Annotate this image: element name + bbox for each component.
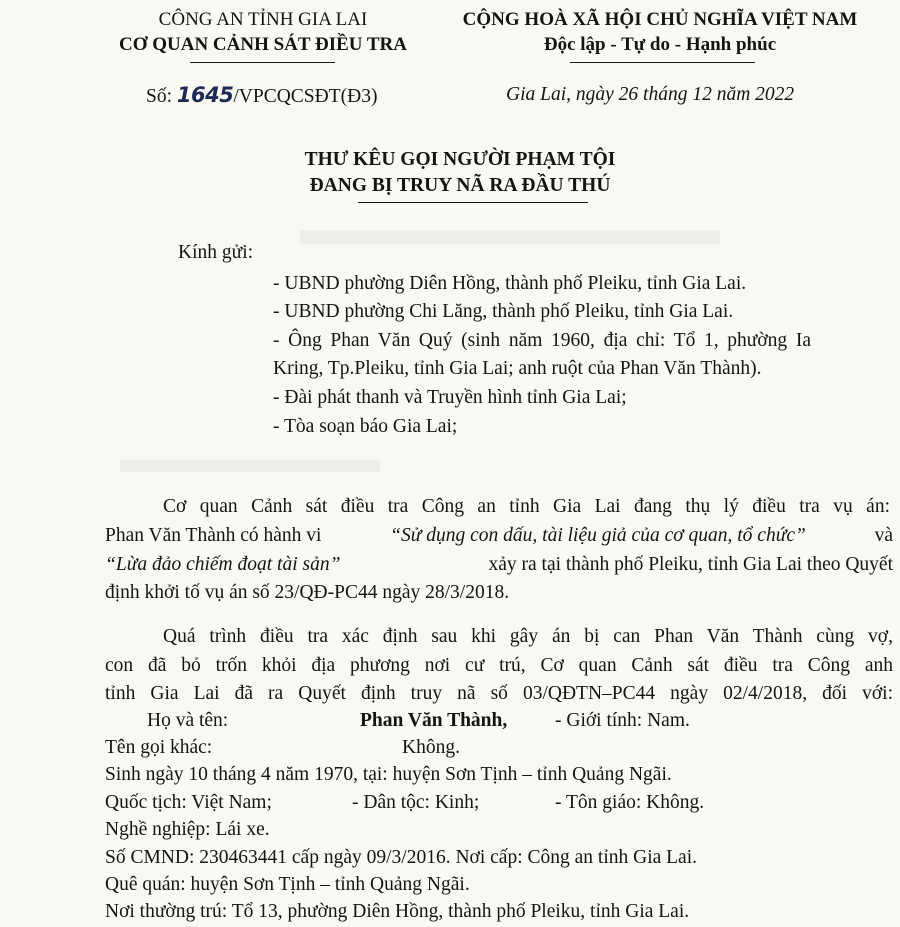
hometown: Quê quán: huyện Sơn Tịnh – tỉnh Quảng Ngãi. [105,874,470,895]
number-prefix: Số: [146,86,177,107]
republic-line1: CỘNG HOÀ XÃ HỘI CHỦ NGHĨA VIỆT NAM [462,9,858,30]
handwritten-number: 1645 [176,83,234,107]
occupation: Nghề nghiệp: Lái xe. [105,819,270,840]
number-suffix: /VPCQCSĐT(Đ3) [233,86,378,107]
para1-line2-end: và [874,525,893,546]
republic-line2: Độc lập - Tự do - Hạnh phúc [543,34,777,55]
id-card: Số CMND: 230463441 cấp ngày 09/3/2016. Nơi cấp: Công an tỉnh Gia Lai. [105,847,697,868]
title-line1: THƯ KÊU GỌI NGƯỜI PHẠM TỘI [304,149,616,170]
motto-underline [570,62,755,63]
nationality: Quốc tịch: Việt Nam; [105,792,272,813]
recipient-2: - UBND phường Chi Lăng, thành phố Pleiku, tỉnh Gia Lai. [273,301,734,322]
recipients-label: Kính gửi: [178,242,254,263]
charge-1: “Sử dụng con dấu, tài liệu giả của cơ quan, tổ chức” [390,525,806,546]
gender: - Giới tính: Nam. [555,710,690,731]
ethnicity: - Dân tộc: Kinh; [352,792,480,813]
recipient-3-line1: - Ông Phan Văn Quý (sinh năm 1960, địa chỉ: Tổ 1, phường Ia [273,330,811,351]
para1-line2 [105,521,893,551]
charge-2: “Lừa đảo chiếm đoạt tài sản” [105,554,341,575]
recipient-4: - Đài phát thanh và Truyền hình tỉnh Gia Lai; [273,387,627,408]
document-number [146,82,377,110]
name-value: Phan Văn Thành, [360,710,508,731]
para2-line1: Quá trình điều tra xác định sau khi gây án bị can Phan Văn Thành cùng vợ, [163,626,893,647]
para2-line2: con đã bỏ trốn khỏi địa phương nơi cư trú, Cơ quan Cảnh sát điều tra Công anh [105,655,893,676]
para1-line3-text: xảy ra tại thành phố Pleiku, tỉnh Gia Lai theo Quyết [488,554,893,575]
title-line2: ĐANG BỊ TRUY NÃ RA ĐẦU THÚ [309,175,611,196]
scan-artifact [300,230,720,244]
residence: Nơi thường trú: Tổ 13, phường Diên Hồng, thành phố Pleiku, tỉnh Gia Lai. [105,901,690,922]
para1-line3 [105,550,893,580]
recipient-3-line2: Kring, Tp.Pleiku, tỉnh Gia Lai; anh ruột của Phan Văn Thành). [273,358,762,379]
scan-artifact [120,460,380,472]
para2-line3: tỉnh Gia Lai đã ra Quyết định truy nã số 03/QĐTN–PC44 ngày 02/4/2018, đối với: [105,683,893,704]
para1-line2-text: Phan Văn Thành có hành vi [105,525,322,546]
place-date: Gia Lai, ngày 26 tháng 12 năm 2022 [506,84,795,105]
agency-line1: CÔNG AN TỈNH GIA LAI [158,9,368,30]
agency-line2: CƠ QUAN CẢNH SÁT ĐIỀU TRA [118,34,408,55]
name-label: Họ và tên: [147,710,229,731]
alias-value: Không. [402,737,460,758]
religion: - Tôn giáo: Không. [555,792,705,813]
para1-line1: Cơ quan Cảnh sát điều tra Công an tỉnh Gia Lai đang thụ lý điều tra vụ án: [163,496,890,517]
alias-label: Tên gọi khác: [105,737,213,758]
recipient-1: - UBND phường Diên Hồng, thành phố Pleiku, tỉnh Gia Lai. [273,273,747,294]
agency-underline [190,62,335,63]
recipient-5: - Tòa soạn báo Gia Lai; [273,416,458,437]
title-underline [358,202,588,203]
para1-line4: định khởi tố vụ án số 23/QĐ-PC44 ngày 28/3/2018. [105,582,510,603]
birth-info: Sinh ngày 10 tháng 4 năm 1970, tại: huyện Sơn Tịnh – tỉnh Quảng Ngãi. [105,764,672,785]
